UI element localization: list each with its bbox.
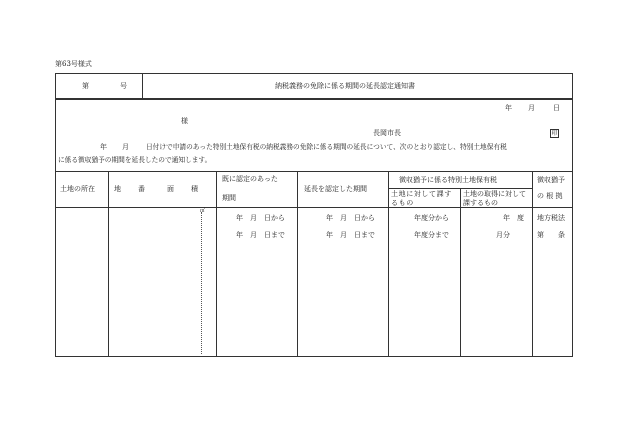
header-tax-group: 徴収猶予に係る特別土地保有税	[399, 176, 497, 184]
approved-from: 年 月 日から	[236, 214, 285, 222]
extended-from: 年 月 日から	[326, 214, 375, 222]
col-divider-2	[216, 171, 217, 357]
area-unit-dotted-line	[201, 212, 202, 354]
approved-to: 年 月 日まで	[236, 231, 285, 239]
header-basis-line2: の 根 拠	[537, 192, 563, 200]
form-number: 第63号様式	[55, 60, 92, 68]
body-text-line1: 日付けで申請のあった特別土地保有税の納税義務の免除に係る期間の延長について、次のとおり認定し、特別土地保有税	[146, 143, 507, 151]
document-title: 納税義務の免除に係る期間の延長認定通知書	[275, 82, 415, 90]
col-divider-4	[388, 171, 389, 357]
basis-article: 第 条	[537, 231, 565, 239]
date-day: 日	[553, 104, 560, 112]
header-tax-acquired: 土地の取得に対して課するもの	[463, 190, 526, 207]
col-divider-6	[532, 171, 533, 357]
header-tax-owned: 土地に対して課するもの	[391, 190, 452, 207]
extended-to: 年 月 日まで	[326, 231, 375, 239]
acquired-year: 年 度	[503, 214, 524, 222]
body-text-month: 月	[122, 143, 129, 151]
table-top-line	[55, 171, 573, 172]
basis-law: 地方税法	[537, 214, 565, 222]
col-divider-1	[108, 171, 109, 357]
col-divider-5	[460, 188, 461, 357]
acquired-month: 月分	[496, 231, 510, 239]
document-number-suffix: 号	[120, 82, 127, 90]
header-location: 土地の所在	[60, 185, 95, 193]
col-divider-3	[297, 171, 298, 357]
body-text-line2: に係る徴収猶予の期間を延長したので通知します。	[58, 156, 212, 164]
header-approved-period-line2: 期間	[222, 194, 236, 202]
header-extended-period: 延長を認定した期間	[304, 185, 367, 193]
owned-to: 年度分まで	[414, 231, 449, 239]
body-box	[55, 99, 573, 357]
header-area: 面 積	[167, 185, 199, 193]
owned-from: 年度分から	[414, 214, 449, 222]
area-unit: ㎡	[200, 208, 206, 214]
header-divider	[142, 73, 143, 99]
body-text-year: 年	[100, 143, 107, 151]
header-basis-line1: 徴収猶予	[537, 176, 565, 184]
issuer-name: 長岡市長	[373, 129, 401, 137]
date-year: 年	[505, 104, 512, 112]
date-month: 月	[528, 104, 535, 112]
header-chiban: 地 番	[114, 185, 146, 193]
header-approved-period-line1: 既に認定のあった	[222, 175, 278, 183]
addressee-suffix: 様	[181, 117, 188, 125]
seal-mark: 印	[551, 130, 558, 137]
document-number-prefix: 第	[82, 82, 89, 90]
